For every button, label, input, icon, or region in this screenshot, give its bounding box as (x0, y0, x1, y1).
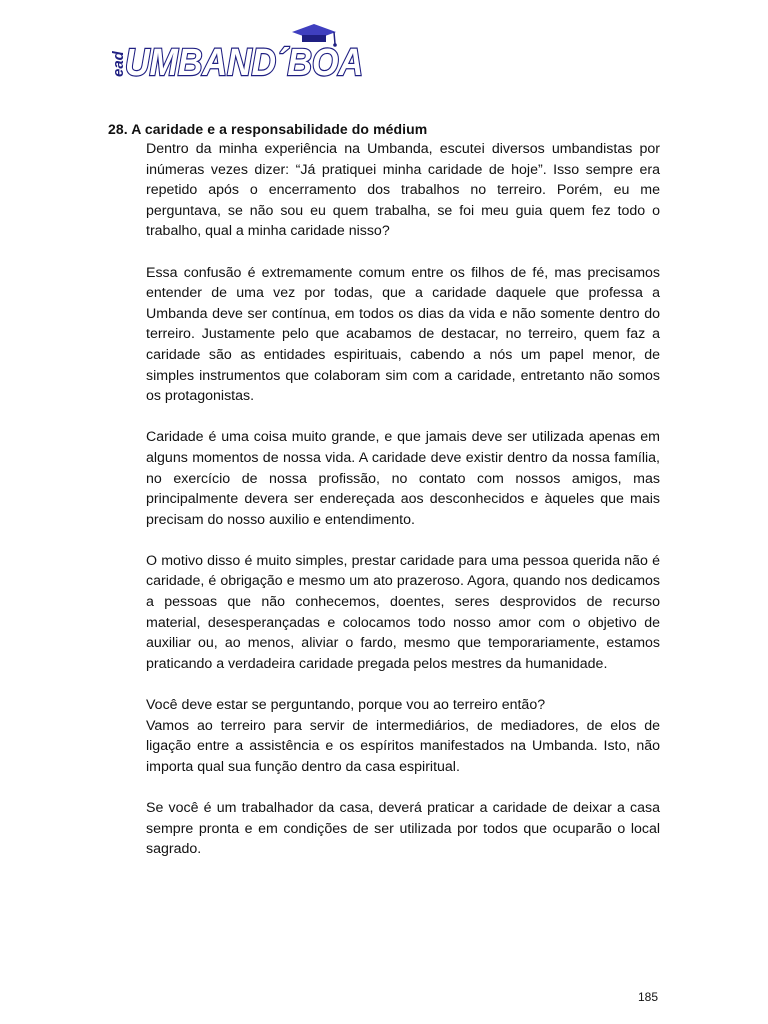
section-body (146, 139, 660, 860)
document-content (108, 120, 660, 880)
paragraph: Caridade é uma coisa muito grande, e que jamais deve ser utilizada apenas em alguns momentos de nossa vida. A caridade deve existir dentro da nossa família, no exercício de nossa profissão, no contato com nossos amigos, mas principalmente devera ser endereçada aos desconhecidos e àqueles que mais precisam do nosso auxilio e entendimento. (146, 429, 660, 528)
umbandboa-logo (106, 22, 368, 84)
paragraph: Essa confusão é extremamente comum entre os filhos de fé, mas precisamos entender de uma vez por todas, que a caridade daquele que professa a Umbanda deve ser contínua, em todos os dias da vida e não somente dentro do terreiro. Justamente pelo que acabamos de destacar, no terreiro, quem faz a caridade são as entidades espirituais, cabendo a nós um papel menor, de simples instrumentos que colaboram sim com a caridade, entretanto não somos os protagonistas. (146, 264, 660, 405)
logo-prefix: ead (110, 51, 127, 77)
paragraph: O motivo disso é muito simples, prestar caridade para uma pessoa querida não é caridade, é obrigação e mesmo um ato prazeroso. Agora, quando nos dedicamos a pessoas que não conhecemos, doentes, seres desprovidos de recurso material, desesperançadas e colocamos todo nosso amor com o objetivo de auxiliar ou, ao menos, aliviar o fardo, mesmo que temporariamente, estamos praticando a verdadeira caridade pregada pelos mestres da humanidade. (146, 552, 660, 672)
page-number: 185 (637, 990, 658, 1004)
paragraph: Se você é um trabalhador da casa, deverá praticar a caridade de deixar a casa sempre pronta e em condições de ser utilizada por todos que ocuparão o local sagrado. (146, 800, 660, 858)
paragraph: Dentro da minha experiência na Umbanda, escutei diversos umbandistas por inúmeras vezes dizer: “Já pratiquei minha caridade de hoje”. Isso sempre era repetido após o encerramento dos trabalhos no terreiro. Porém, eu me perguntava, se não sou eu quem trabalha, se foi meu guia quem fez todo o trabalho, qual a minha caridade nisso? (146, 141, 660, 240)
paragraph: Você deve estar se perguntando, porque vou ao terreiro então? (146, 697, 546, 714)
section-heading: 28. A caridade e a responsabilidade do médium (108, 121, 428, 137)
logo-wordmark: UMBAND´BOA (125, 42, 363, 84)
umbandboa-logo-graphic (106, 22, 368, 84)
paragraph: Vamos ao terreiro para servir de intermediários, de mediadores, de elos de ligação entre a assistência e os espíritos manifestados na Umbanda. Isto, não importa qual sua função dentro da casa espiritual. (146, 717, 660, 775)
